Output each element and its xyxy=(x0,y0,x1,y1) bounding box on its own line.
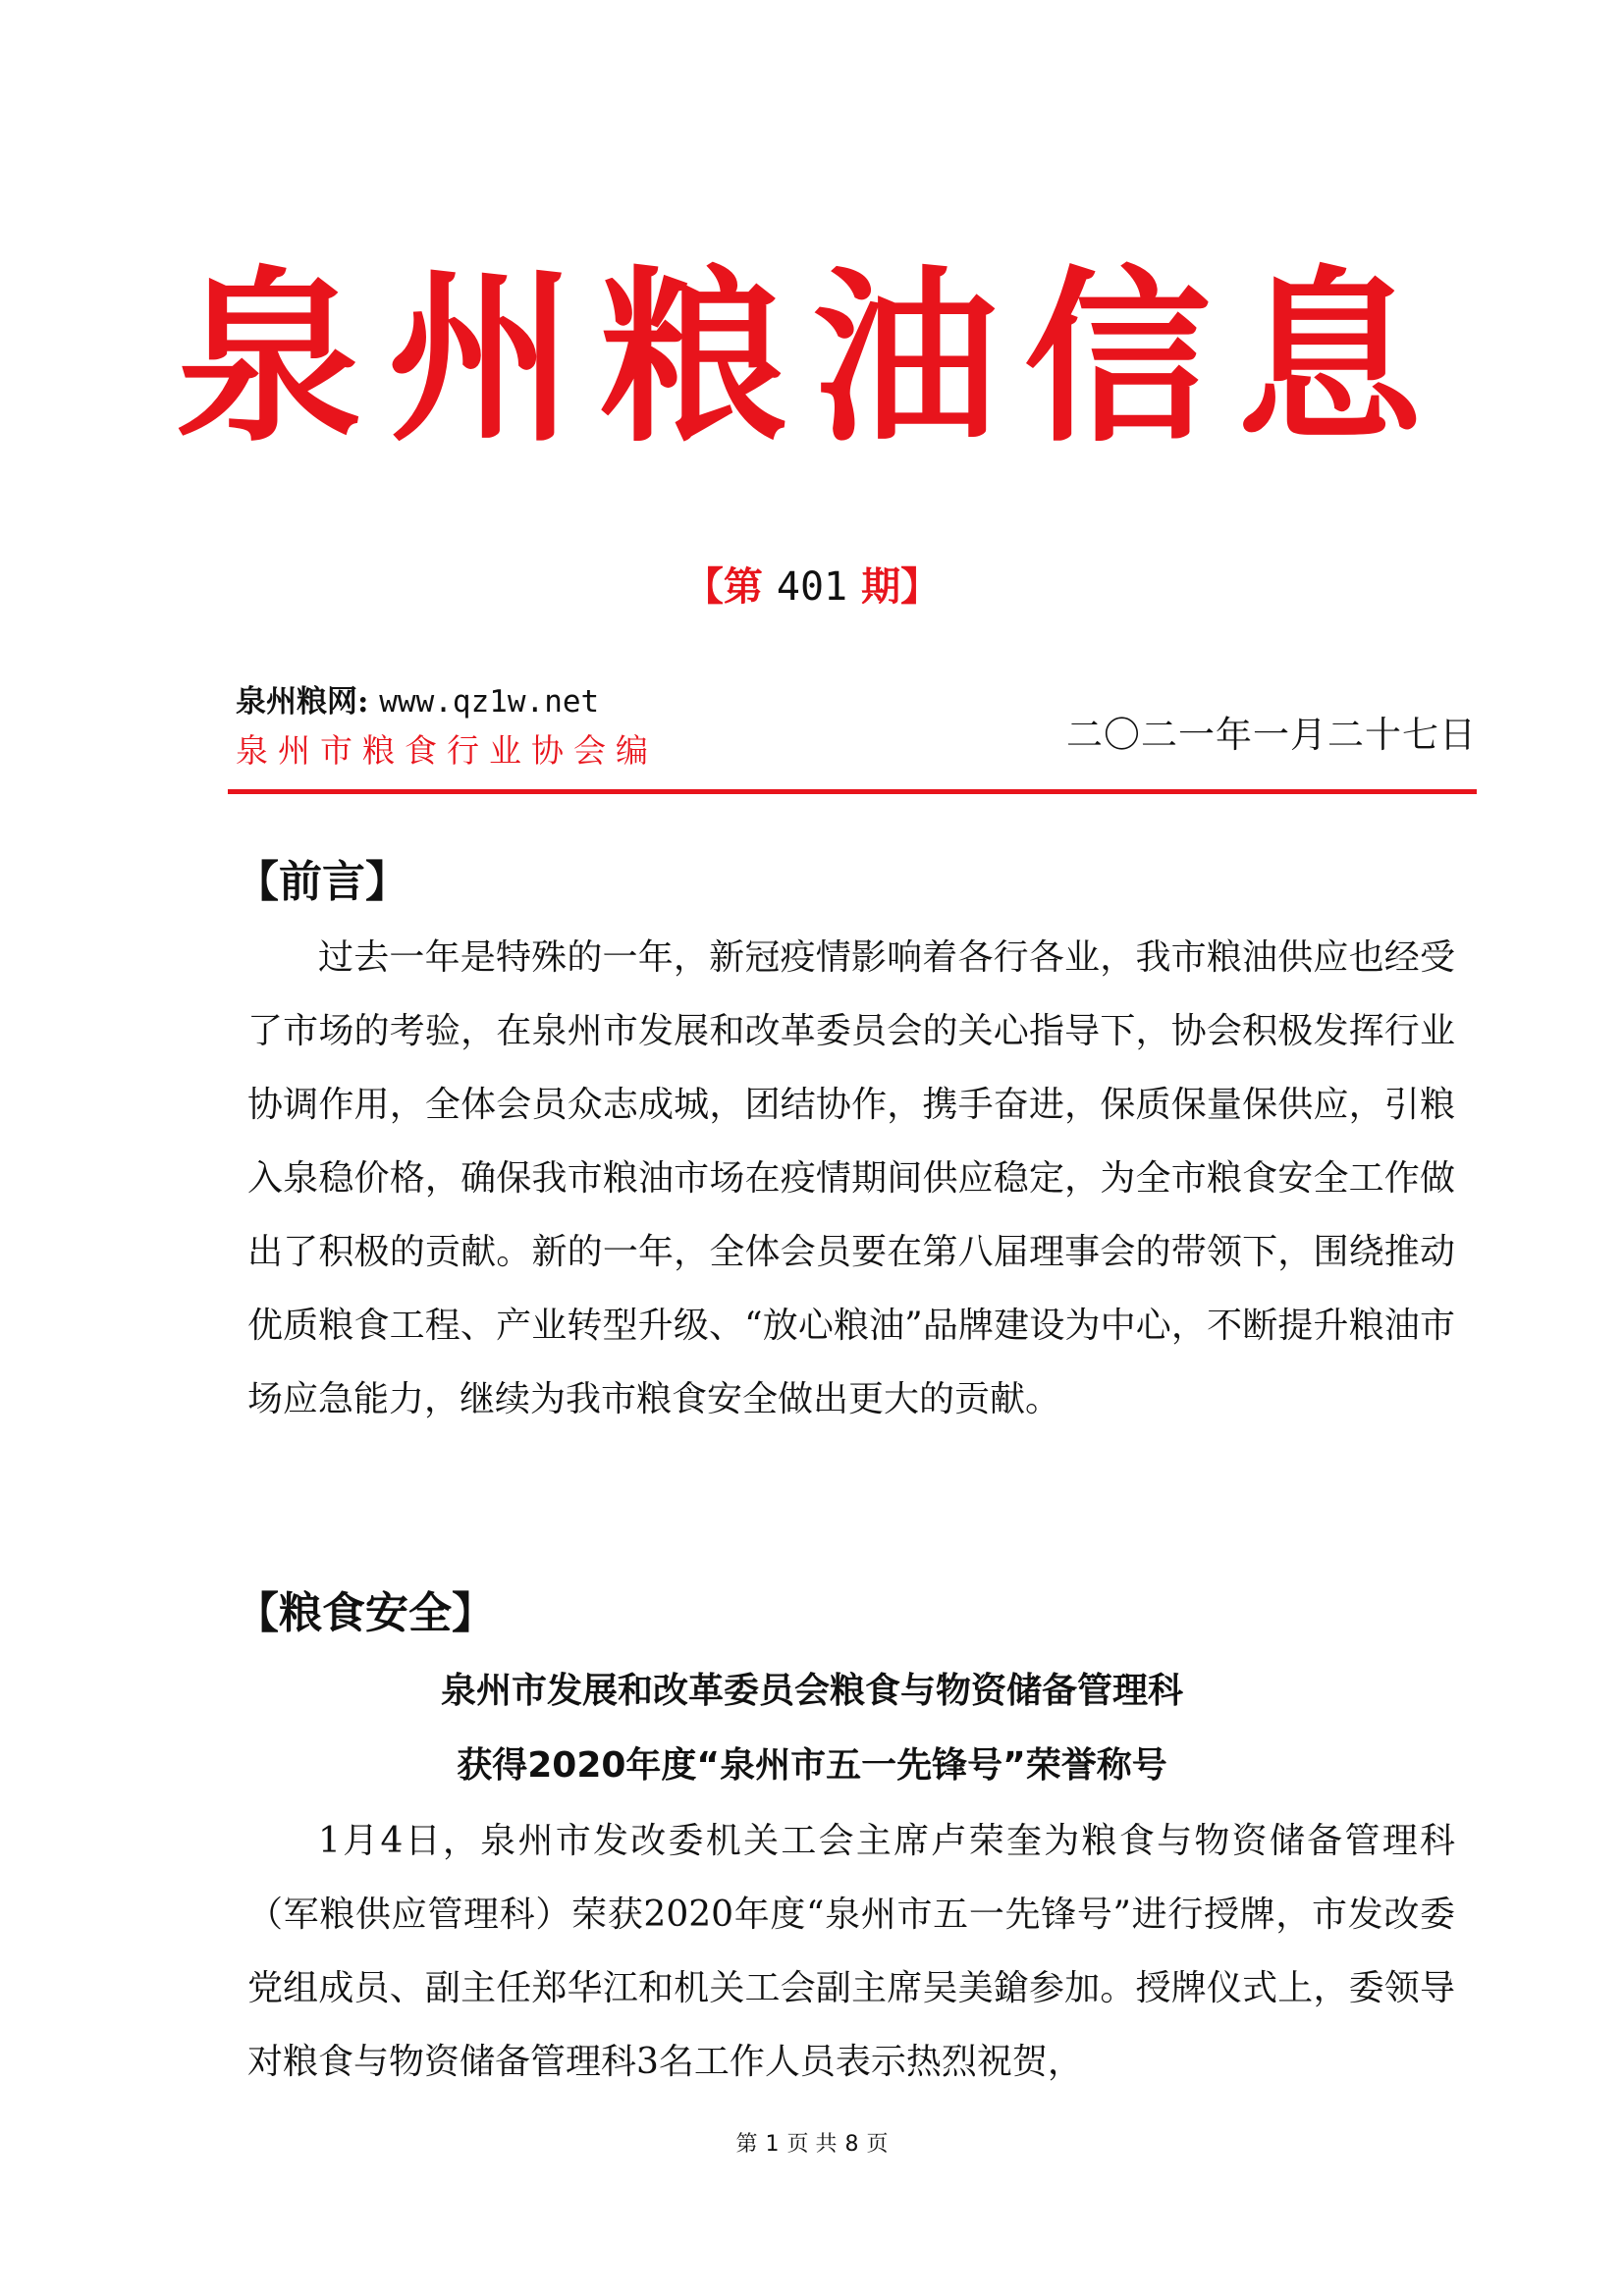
footer-prefix: 第 xyxy=(735,2132,758,2157)
article-title-line2: 获得2020年度“泉州市五一先锋号”荣誉称号 xyxy=(457,1745,1167,1786)
website-label: 泉州粮网: xyxy=(236,684,369,720)
footer-middle: 页 共 xyxy=(786,2132,838,2157)
issue-close: 期】 xyxy=(861,563,941,610)
editor-line: 泉州市粮食行业协会编 xyxy=(236,731,658,770)
footer-page-number: 1 xyxy=(765,2132,780,2157)
website-line xyxy=(236,684,600,720)
footer-suffix: 页 xyxy=(866,2132,889,2157)
website-url[interactable]: www.qz1w.net xyxy=(379,684,600,720)
foreword-paragraph: 过去一年是特殊的一年，新冠疫情影响着各行各业，我市粮油供应也经受了市场的考验，在泉州市发展和改革委员会的关心指导下，协会积极发挥行业协调作用，全体会员众志成城，团结协作，携手奋进，保质保量保供应，引粮入泉稳价格，确保我市粮油市场在疫情期间供应稳定，为全市粮食安全工作做出了积极的贡献。新的一年，全体会员要在第八届理事会的带领下，围绕推动优质粮食工程、产业转型升级、“放心粮油”品牌建设为中心，不断提升粮油市场应急能力，继续为我市粮食安全做出更大的贡献。 xyxy=(247,937,1455,1419)
issue-open: 【第 xyxy=(683,563,763,610)
page-footer xyxy=(0,2134,1624,2156)
footer-total-pages: 8 xyxy=(844,2132,859,2157)
issue-number xyxy=(0,563,1624,610)
header-divider xyxy=(228,789,1477,794)
section-heading-foreword: 【前言】 xyxy=(236,857,408,907)
section-heading-food-security: 【粮食安全】 xyxy=(236,1588,495,1638)
issue-number-value: 401 xyxy=(776,564,848,610)
masthead-title: 泉州粮油信息 xyxy=(175,248,1448,467)
article-title-line1: 泉州市发展和改革委员会粮食与物资储备管理科 xyxy=(440,1671,1183,1711)
article-paragraph: 1月4日，泉州市发改委机关工会主席卢荣奎为粮食与物资储备管理科（军粮供应管理科）荣获2020年度“泉州市五一先锋号”进行授牌，市发改委党组成员、副主任郑华江和机关工会副主席吴美鎗参加。授牌仪式上，委领导对粮食与物资储备管理科3名工作人员表示热烈祝贺， xyxy=(247,1821,1455,2082)
publish-date: 二〇二一年一月二十七日 xyxy=(1066,714,1477,756)
